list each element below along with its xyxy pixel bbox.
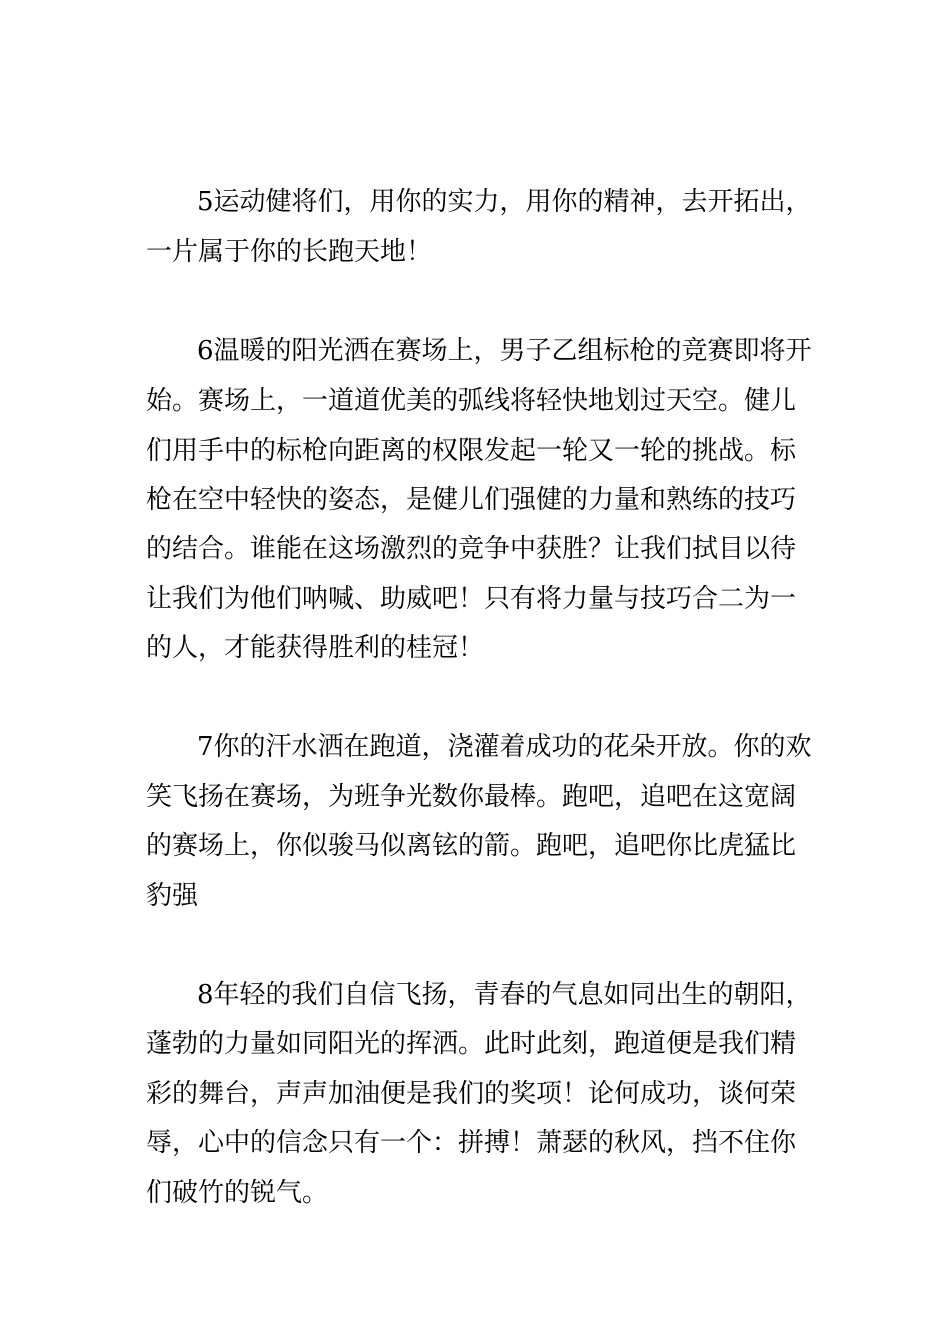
paragraph-7-line-1: 7你的汗水洒在跑道，浇灌着成功的花朵开放。你的欢	[197, 732, 812, 762]
paragraph-8-line-5: 们破竹的锐气。	[146, 1178, 329, 1208]
paragraph-6-line-7: 的人，才能获得胜利的桂冠！	[146, 633, 485, 663]
paragraph-7-line-3: 的赛场上，你似骏马似离铉的箭。跑吧，追吧你比虎猛比	[146, 831, 797, 861]
paragraph-8-line-2: 蓬勃的力量如同阳光的挥洒。此时此刻，跑道便是我们精	[146, 1029, 797, 1059]
paragraph-6-line-4: 枪在空中轻快的姿态，是健儿们强健的力量和熟练的技巧	[146, 485, 797, 515]
paragraph-6-line-2: 始。赛场上，一道道优美的弧线将轻快地划过天空。健儿	[146, 386, 797, 416]
paragraph-8-line-1: 8年轻的我们自信飞扬，青春的气息如同出生的朝阳，	[197, 980, 812, 1010]
paragraph-5-line-1: 5运动健将们，用你的实力，用你的精神，去开拓出，	[197, 187, 812, 217]
paragraph-7-line-4: 豹强	[146, 881, 199, 911]
paragraph-6-line-3: 们用手中的标枪向距离的权限发起一轮又一轮的挑战。标	[146, 436, 797, 466]
paragraph-6-line-1: 6温暖的阳光洒在赛场上，男子乙组标枪的竞赛即将开	[197, 336, 812, 366]
paragraph-8-line-4: 辱，心中的信念只有一个：拼搏！萧瑟的秋风，挡不住你	[146, 1128, 797, 1158]
paragraph-6-line-6: 让我们为他们呐喊、助威吧！只有将力量与技巧合二为一	[146, 584, 797, 614]
paragraph-6-line-5: 的结合。谁能在这场激烈的竞争中获胜？让我们拭目以待	[146, 534, 797, 564]
paragraph-8-line-3: 彩的舞台，声声加油便是我们的奖项！论何成功，谈何荣	[146, 1079, 797, 1109]
paragraph-7-line-2: 笑飞扬在赛场，为班争光数你最棒。跑吧，追吧在这宽阔	[146, 782, 797, 812]
paragraph-5-line-2: 一片属于你的长跑天地！	[146, 237, 433, 267]
